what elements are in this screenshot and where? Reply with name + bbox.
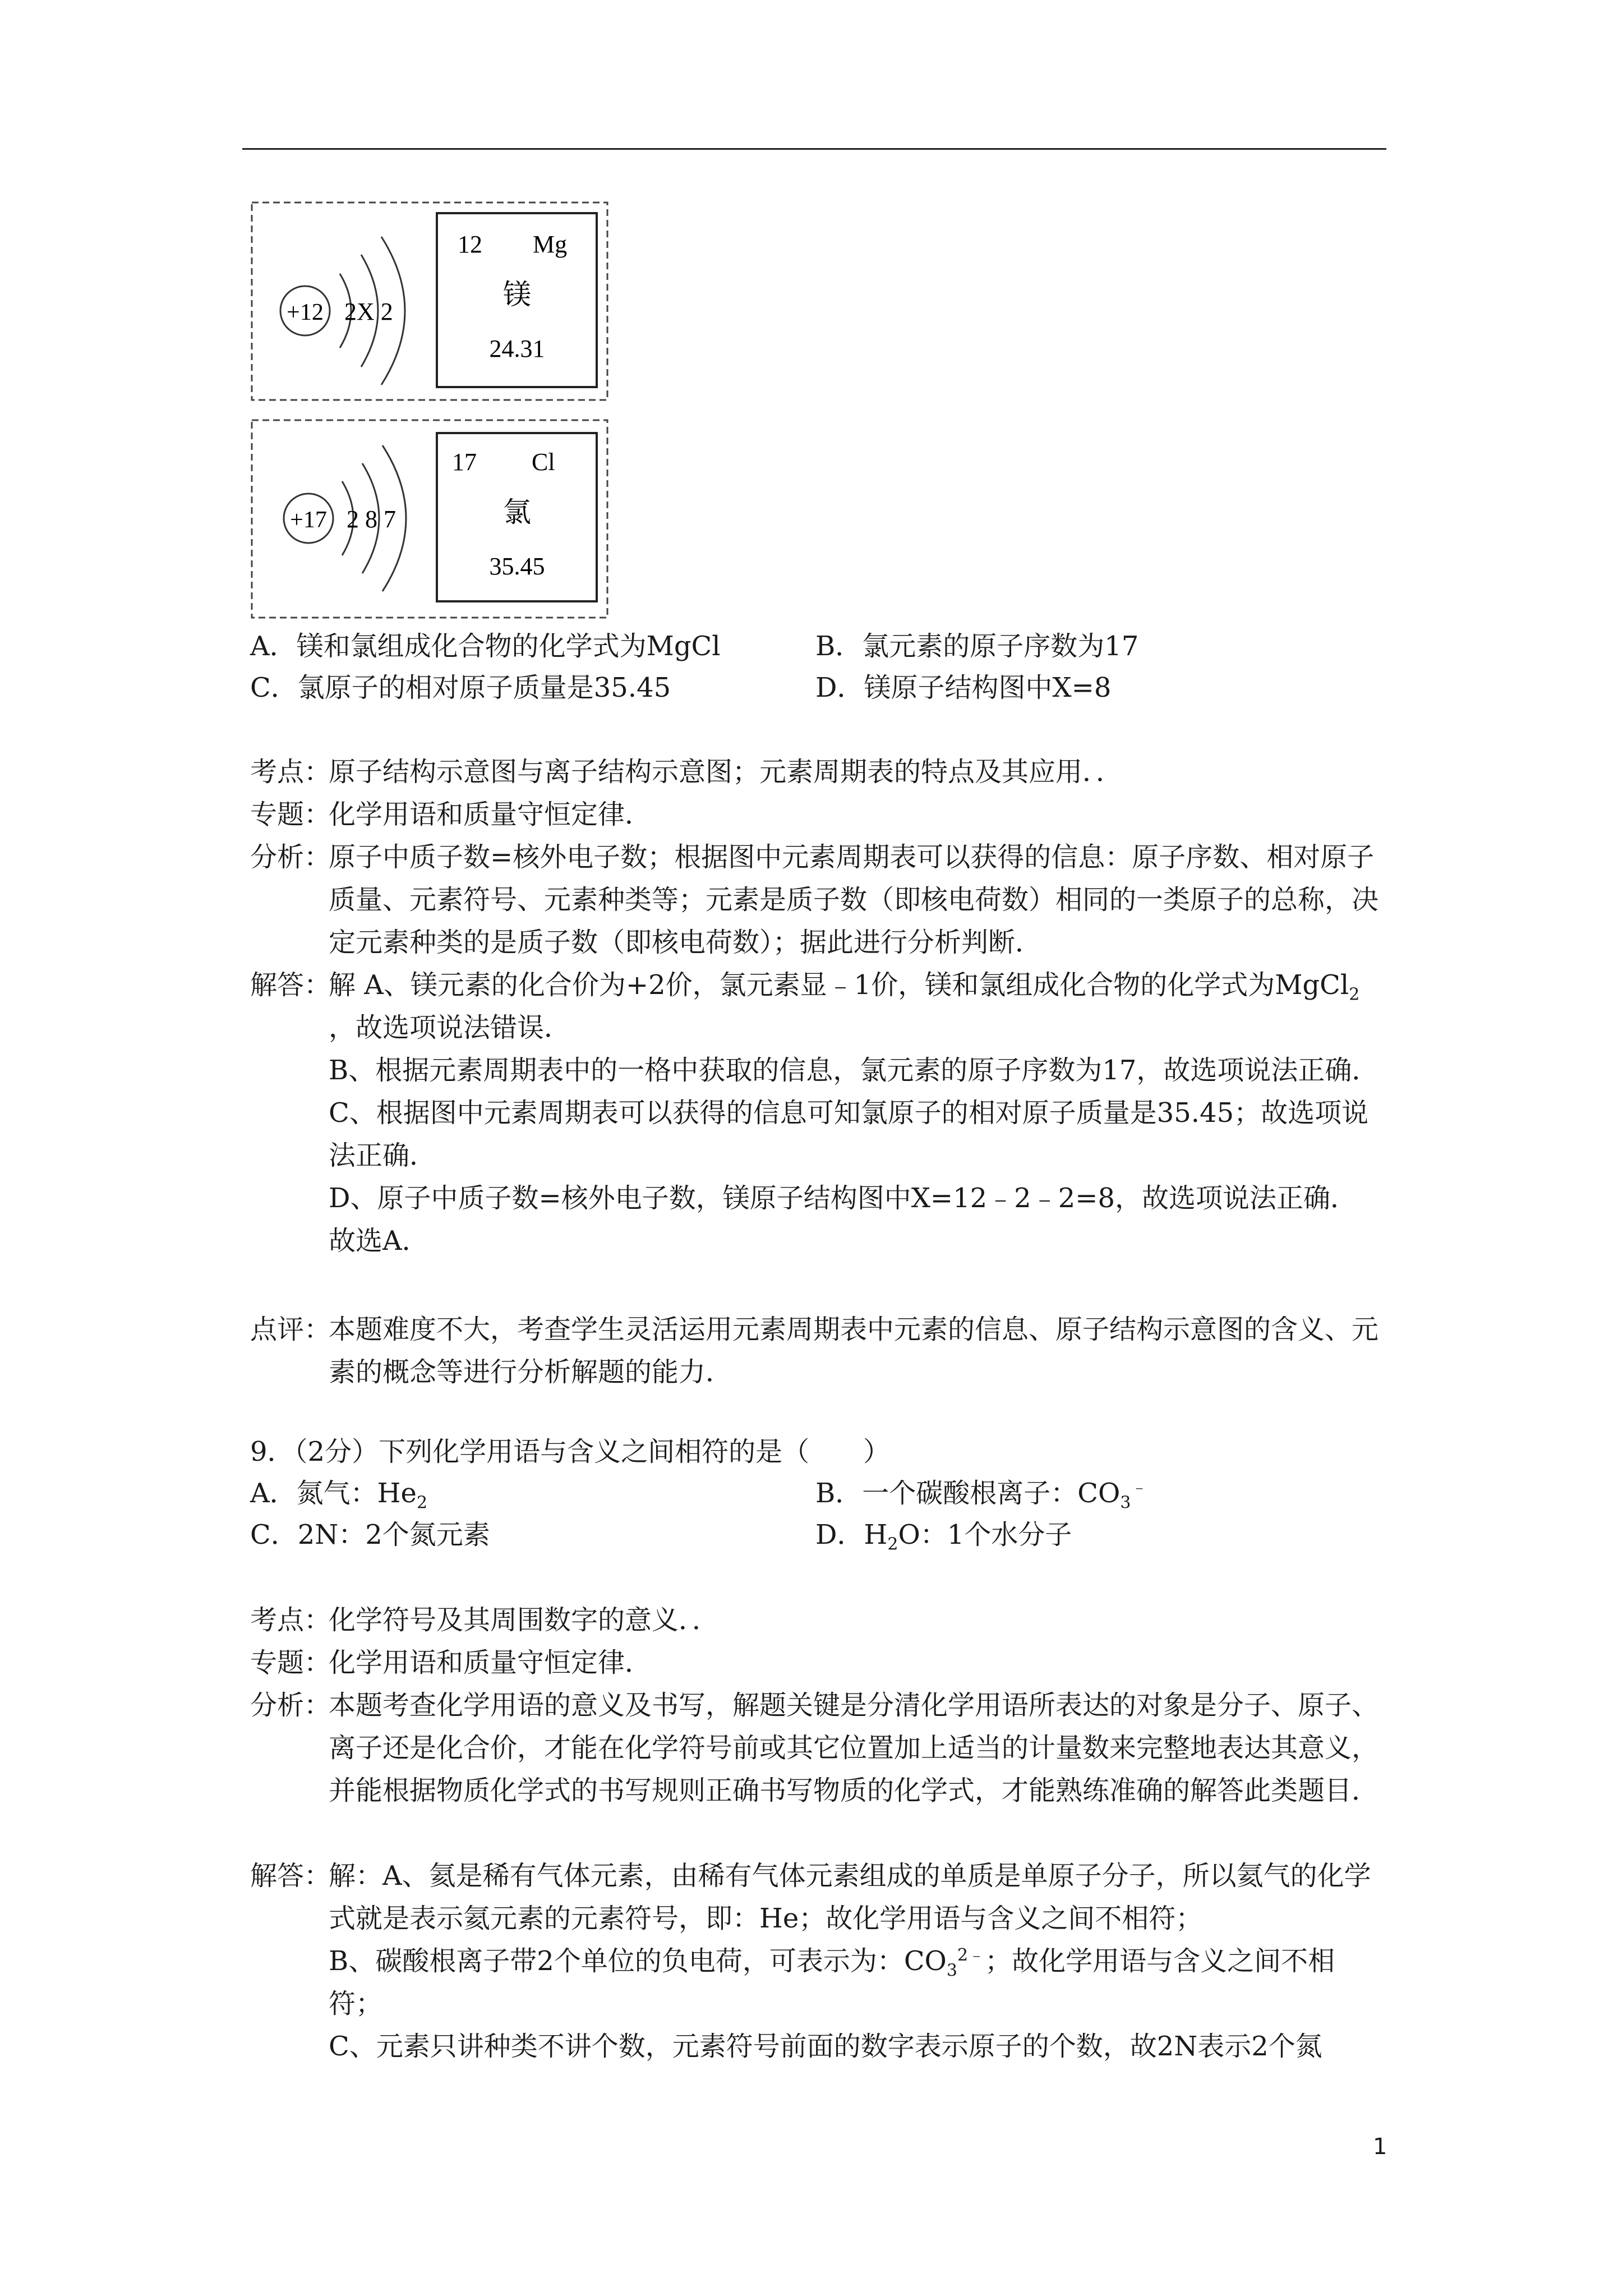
- q8-dianping: [250, 1308, 1389, 1393]
- q9-stem: 9．（2分）下列化学用语与含义之间相符的是（ ）: [250, 1436, 891, 1467]
- element-name: 镁: [503, 278, 531, 311]
- text: 原子结构示意图与离子结构示意图；元素周期表的特点及其应用．．: [329, 756, 1123, 788]
- q9-option-a: [250, 1473, 427, 1513]
- jieda-c: C、根据图中元素周期表可以获得的信息可知氯原子的相对原子质量是35.45；故选项说法正确．: [329, 1097, 1369, 1171]
- jieda-a: 解：A、氦是稀有气体元素，由稀有气体元素组成的单质是单原子分子，所以氦气的化学式就是表示氦元素的元素符号，即：He；故化学用语与含义之间不相符；: [329, 1860, 1371, 1934]
- text: B、碳酸根离子带2个单位的负电荷，可表示为：CO: [329, 1945, 947, 1977]
- q8-option-c: C．氯原子的相对原子质量是35.45: [250, 672, 671, 703]
- element-symbol: Cl: [532, 448, 555, 476]
- magnesium-figure: [250, 201, 609, 402]
- q9-zhuanti: [250, 1641, 1389, 1684]
- q9-jieda: [250, 1855, 1389, 2068]
- text: ；故化学用语与含义之间不相符；: [329, 1945, 1335, 2019]
- jieda-b: [329, 1940, 1389, 2025]
- text: A．氮气：He: [250, 1478, 417, 1509]
- element-symbol: Mg: [533, 231, 568, 258]
- label: 解答：: [250, 1860, 331, 1892]
- q9-fenxi: [250, 1684, 1389, 1812]
- label: 专题：: [250, 799, 331, 830]
- jieda-d: D、原子中质子数=核外电子数，镁原子结构图中X=12﹣2﹣2=8，故选项说法正确．: [329, 1182, 1358, 1214]
- text: 原子中质子数=核外电子数；根据图中元素周期表可以获得的信息：原子序数、相对原子质量、元素符号、元素种类等；元素是质子数（即核电荷数）相同的一类原子的总称，决定元素种类的是质子数（即核电荷数）；据此进行分析判断．: [329, 841, 1379, 958]
- electron-shells: 2 8 7: [347, 505, 396, 533]
- q8-option-d: D．镁原子结构图中X=8: [815, 672, 1112, 703]
- element-name: 氯: [503, 496, 531, 528]
- q8-option-b: B．氯元素的原子序数为17: [815, 631, 1139, 662]
- atomic-number: 17: [452, 448, 477, 476]
- text: 本题考查化学用语的意义及书写，解题关键是分清化学用语所表达的对象是分子、原子、离子还是化合价，才能在化学符号前或其它位置加上适当的计量数来完整地表达其意义，并能根据物质化学式的书写规则正确书写物质的化学式，才能熟练准确的解答此类题目．: [329, 1690, 1379, 1806]
- electron-shells: 2X 2: [344, 298, 393, 325]
- label: 专题：: [250, 1647, 331, 1678]
- atomic-number: 12: [458, 231, 482, 258]
- subscript: 2: [887, 1534, 898, 1554]
- label: 考点：: [250, 1604, 331, 1636]
- superscript: 2﹣: [957, 1945, 985, 1965]
- q8-jieda: [250, 964, 1389, 1262]
- text: 化学用语和质量守恒定律．: [329, 799, 652, 830]
- text: O：1个水分子: [898, 1519, 1072, 1550]
- page-number: 1: [1373, 2134, 1387, 2160]
- text: 化学符号及其周围数字的意义．．: [329, 1604, 720, 1636]
- q9-option-d: [815, 1515, 1072, 1555]
- label: 分析：: [250, 1690, 331, 1721]
- text: 本题难度不大，考查学生灵活运用元素周期表中元素的信息、原子结构示意图的含义、元素的概念等进行分析解题的能力．: [329, 1314, 1379, 1388]
- text: 化学用语和质量守恒定律．: [329, 1647, 652, 1678]
- q8-kaodian: [250, 751, 1389, 793]
- jieda-b: B、根据元素周期表中的一格中获取的信息，氯元素的原子序数为17，故选项说法正确．: [329, 1055, 1379, 1086]
- subscript: 3: [946, 1961, 957, 1981]
- nucleus-charge: +17: [290, 507, 327, 533]
- subscript: 3: [1120, 1493, 1131, 1513]
- subscript: 2: [416, 1493, 428, 1513]
- atomic-mass: 35.45: [489, 553, 545, 580]
- q8-option-a: A．镁和氯组成化合物的化学式为MgCl: [250, 631, 721, 662]
- jieda-c: C、元素只讲种类不讲个数，元素符号前面的数字表示原子的个数，故2N表示2个氮: [329, 2031, 1322, 2062]
- q8-fenxi: [250, 836, 1389, 964]
- label: 解答：: [250, 969, 331, 1001]
- jieda-a-cont: ，故选项说法错误．: [329, 1012, 571, 1043]
- subscript: 2: [1349, 984, 1360, 1005]
- chlorine-figure: [250, 418, 609, 619]
- nucleus-charge: +12: [287, 300, 324, 325]
- label: 点评：: [250, 1314, 331, 1345]
- atomic-mass: 24.31: [489, 335, 545, 362]
- q8-zhuanti: [250, 793, 1389, 836]
- text: B．一个碳酸根离子：CO: [815, 1478, 1121, 1509]
- q9-option-c: C．2N：2个氮元素: [250, 1519, 490, 1550]
- label: 考点：: [250, 756, 331, 788]
- superscript: ﹣: [1131, 1478, 1148, 1497]
- q9-option-b: [815, 1473, 1147, 1513]
- jieda-a-line: [329, 964, 1389, 1006]
- text: D．H: [815, 1519, 888, 1550]
- jieda-end: 故选A．: [329, 1225, 429, 1257]
- text: 解 A、镁元素的化合价为+2价，氯元素显﹣1价，镁和氯组成化合物的化学式为MgCl: [329, 969, 1349, 1001]
- header-rule: [242, 148, 1386, 150]
- label: 分析：: [250, 841, 331, 873]
- q9-kaodian: [250, 1599, 1389, 1641]
